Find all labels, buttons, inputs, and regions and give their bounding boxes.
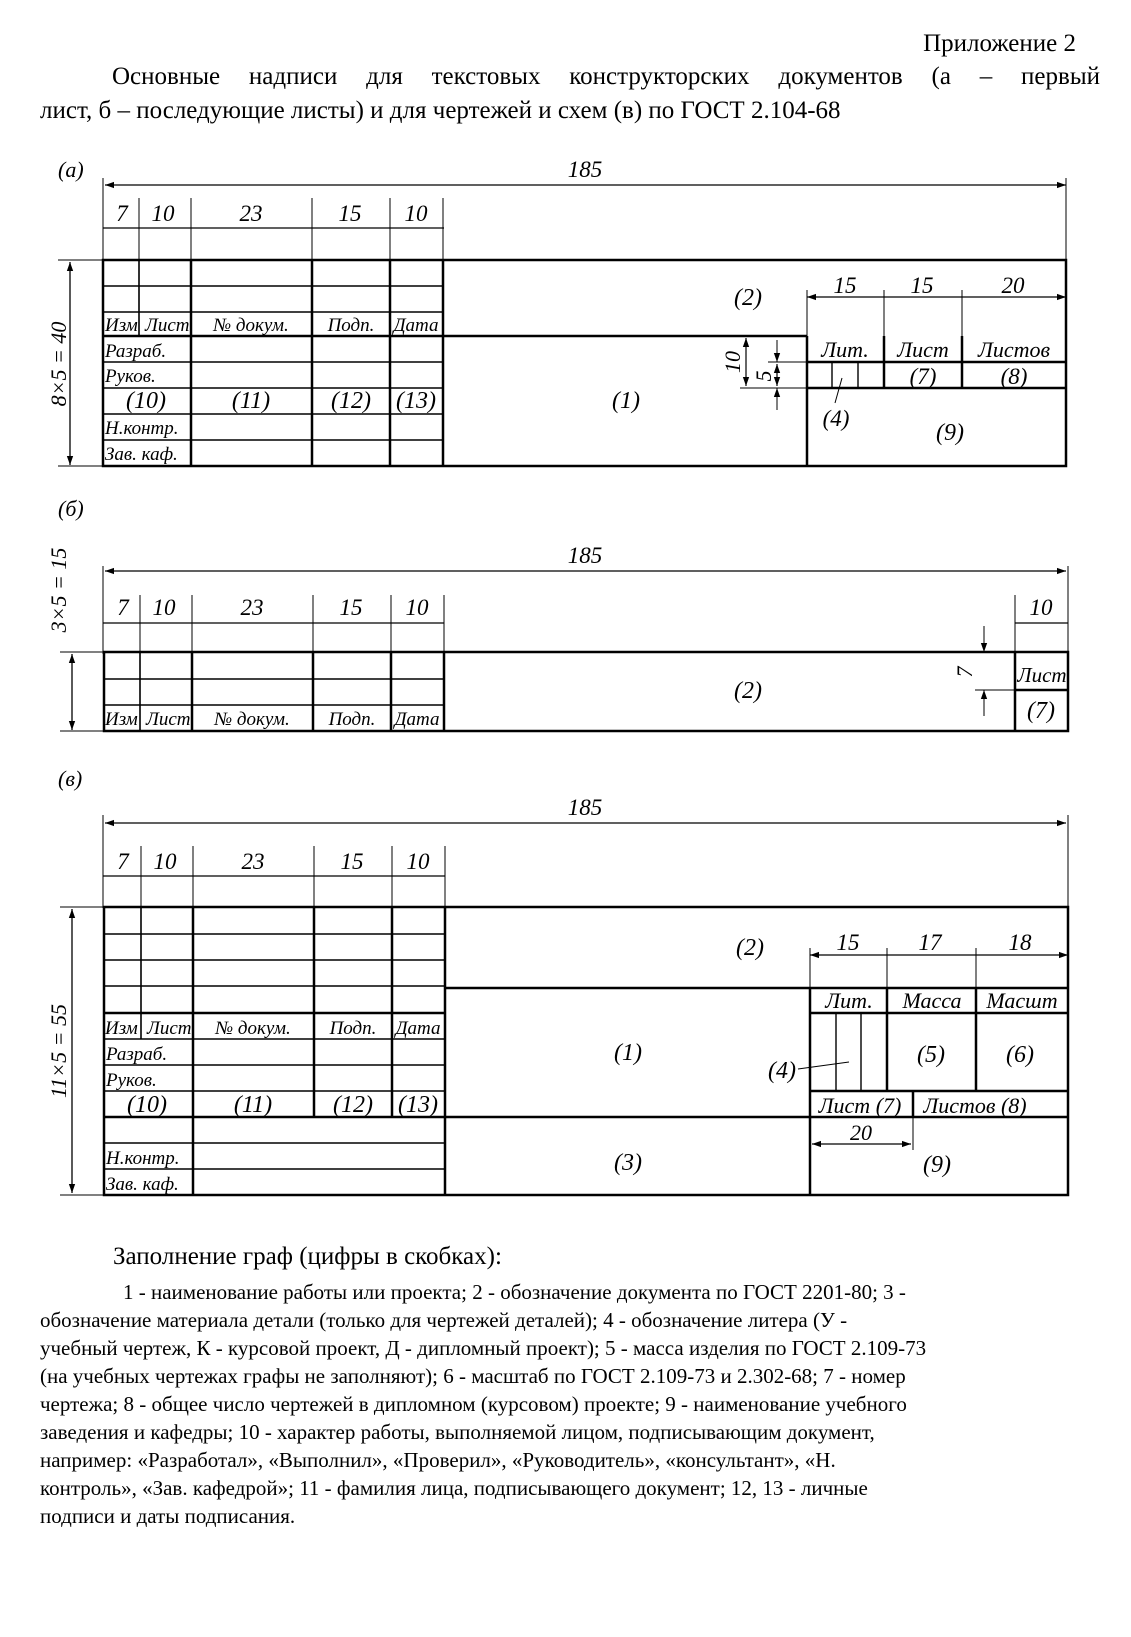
frame-a-right-width-1: 15	[833, 273, 857, 298]
frame-b	[46, 496, 1068, 731]
frame-a-col-width-3: 23	[239, 201, 263, 226]
frame-a-header-list: Лист	[145, 315, 190, 336]
frame-a-field-2: (2)	[734, 285, 762, 311]
frame-v-f6: (6)	[1006, 1042, 1034, 1068]
frame-b-header-list: Лист	[146, 709, 191, 730]
frame-v-listov8: Листов (8)	[923, 1093, 1027, 1118]
frame-a-right-width-3: 20	[1001, 273, 1025, 298]
fill-line-3: учебный чертеж, К - курсовой проект, Д - дипломный проект); 5 - масса изделия по ГОСТ 2.109-73	[40, 1336, 927, 1360]
frame-b-header-data: Дата	[394, 709, 440, 730]
frame-a-field-10: (10)	[126, 388, 166, 414]
frame-v-right-width-2: 17	[918, 930, 942, 955]
frame-v-field-2: (2)	[736, 935, 764, 961]
frame-a-field-1: (1)	[612, 388, 640, 414]
frame-v-right-width-1: 15	[836, 930, 860, 955]
fill-line-8: контроль», «Зав. кафедрой»; 11 - фамилия лица, подписывающего документ; 12, 13 - личные	[40, 1476, 868, 1500]
frame-a-dim-10: 10	[720, 351, 745, 373]
frame-a-col-width-4: 15	[338, 201, 362, 226]
frame-a-right-width-2: 15	[910, 273, 934, 298]
frame-b-col-width-3: 23	[240, 595, 264, 620]
frame-a-f9: (9)	[936, 420, 964, 446]
frame-b-label: (б)	[58, 496, 84, 521]
frame-v	[46, 766, 1068, 1195]
frame-b-list: Лист	[1017, 663, 1067, 687]
frame-b-header-podp: Подп.	[328, 709, 376, 730]
appendix-label: Приложение 2	[923, 30, 1076, 57]
frame-b-col-width-5: 10	[405, 595, 429, 620]
frame-a-list: Лист	[897, 337, 949, 362]
fill-line-2: обозначение материала детали (только для чертежей деталей); 4 - обозначение литера (У -	[40, 1308, 848, 1332]
frame-v-dim-20: 20	[850, 1120, 872, 1145]
frame-v-header-podp: Подп.	[329, 1018, 377, 1039]
frame-a-row-zavkaf: Зав. каф.	[105, 444, 178, 465]
frame-b-height-label: 3×5 = 15	[46, 547, 71, 633]
frame-a-col-width-2: 10	[151, 201, 175, 226]
frame-a-lit: Лит.	[821, 337, 869, 362]
frame-a-row-rukov: Руков.	[105, 366, 156, 387]
frame-v-field-1: (1)	[614, 1040, 642, 1066]
frame-v-col-width-1: 7	[117, 849, 129, 874]
frame-a-row-nkontr: Н.контр.	[105, 418, 179, 439]
heading-line-1: Основные надписи для текстовых конструкторских документов (а – первый	[112, 63, 1100, 90]
frame-v-col-width-2: 10	[153, 849, 177, 874]
frame-v-col-width-4: 15	[340, 849, 364, 874]
frame-v-header-izm: Изм	[105, 1018, 138, 1039]
fill-line-4: (на учебных чертежах графы не заполняют); 6 - масштаб по ГОСТ 2.109-73 и 2.302-68; 7 - номер	[40, 1364, 906, 1388]
frame-v-field-10: (10)	[127, 1092, 167, 1118]
frame-a-listov: Листов	[977, 337, 1051, 362]
frame-v-width-185: 185	[567, 795, 603, 820]
frame-b-right-width: 10	[1029, 595, 1053, 620]
frame-a-header-doc: № докум.	[213, 315, 289, 336]
fill-line-7: например: «Разработал», «Выполнил», «Проверил», «Руководитель», «консультант», «Н.	[40, 1448, 836, 1472]
frame-v-header-list: Лист	[147, 1018, 192, 1039]
frame-v-row-zavkaf: Зав. каф.	[106, 1174, 179, 1195]
frame-v-list7: Лист (7)	[818, 1093, 902, 1118]
frame-a-f4: (4)	[822, 406, 850, 431]
frame-v-row-rukov: Руков.	[106, 1070, 157, 1091]
frame-a	[46, 157, 1066, 466]
frame-b-dim-7: 7	[952, 666, 977, 678]
frame-v-f5: (5)	[917, 1042, 945, 1068]
frame-b-f7: (7)	[1027, 698, 1055, 724]
frame-a-dim-5: 5	[751, 370, 776, 382]
frame-v-field-12: (12)	[333, 1092, 373, 1118]
frame-b-col-width-4: 15	[339, 595, 363, 620]
frame-v-height-label: 11×5 = 55	[46, 1003, 71, 1099]
frame-v-masht: Масшт	[986, 988, 1058, 1013]
fill-section-title: Заполнение граф (цифры в скобках):	[113, 1243, 502, 1270]
fill-line-1: 1 - наименование работы или проекта; 2 - обозначение документа по ГОСТ 2201-80; 3 -	[123, 1280, 906, 1304]
frame-v-row-razrab: Разраб.	[106, 1044, 168, 1065]
frame-a-col-width-5: 10	[404, 201, 428, 226]
frame-a-field-13: (13)	[396, 388, 436, 414]
fill-line-6: заведения и кафедры; 10 - характер работы, выполняемой лицом, подписывающим документ,	[40, 1420, 875, 1444]
frame-v-lit: Лит.	[825, 988, 873, 1013]
fill-line-5: чертежа; 8 - общее число чертежей в дипломном (курсовом) проекте; 9 - наименование учебного	[40, 1392, 907, 1416]
frame-v-col-width-5: 10	[406, 849, 430, 874]
frame-a-height-label: 8×5 = 40	[46, 321, 71, 407]
frame-a-f7: (7)	[909, 364, 937, 389]
frame-v-field-11: (11)	[233, 1092, 273, 1118]
frame-a-header-data: Дата	[393, 315, 439, 336]
heading-line-2: лист, б – последующие листы) и для чертежей и схем (в) по ГОСТ 2.104-68	[40, 97, 841, 124]
frame-v-header-data: Дата	[395, 1018, 441, 1039]
fill-line-9: подписи и даты подписания.	[40, 1504, 296, 1528]
frame-b-header-doc: № докум.	[214, 709, 290, 730]
frame-a-label: (а)	[58, 157, 84, 182]
frame-b-col-width-2: 10	[152, 595, 176, 620]
frame-b-header-izm: Изм	[105, 709, 138, 730]
frame-a-field-11: (11)	[231, 388, 271, 414]
frame-v-f9: (9)	[923, 1152, 951, 1178]
frame-b-field-2: (2)	[734, 678, 762, 704]
frame-b-col-width-1: 7	[117, 595, 129, 620]
frame-v-massa: Масса	[902, 988, 962, 1013]
frame-v-right-width-3: 18	[1008, 930, 1032, 955]
frame-a-f8: (8)	[1000, 364, 1028, 389]
frame-a-row-razrab: Разраб.	[105, 341, 167, 362]
frame-a-header-podp: Подп.	[327, 315, 375, 336]
frame-v-header-doc: № докум.	[215, 1018, 291, 1039]
frame-v-row-nkontr: Н.контр.	[106, 1148, 180, 1169]
frame-v-col-width-3: 23	[241, 849, 265, 874]
frame-v-field-13: (13)	[398, 1092, 438, 1118]
frame-a-col-width-1: 7	[116, 201, 128, 226]
frame-v-f4: (4)	[768, 1058, 796, 1084]
frame-v-label: (в)	[58, 766, 83, 791]
frame-a-width-185: 185	[567, 157, 603, 182]
frame-b-width-185: 185	[567, 543, 603, 568]
frame-a-field-12: (12)	[331, 388, 371, 414]
frame-v-field-3: (3)	[614, 1150, 642, 1176]
frame-a-header-izm: Изм	[105, 315, 138, 336]
fill-section-body	[40, 1278, 1102, 1530]
